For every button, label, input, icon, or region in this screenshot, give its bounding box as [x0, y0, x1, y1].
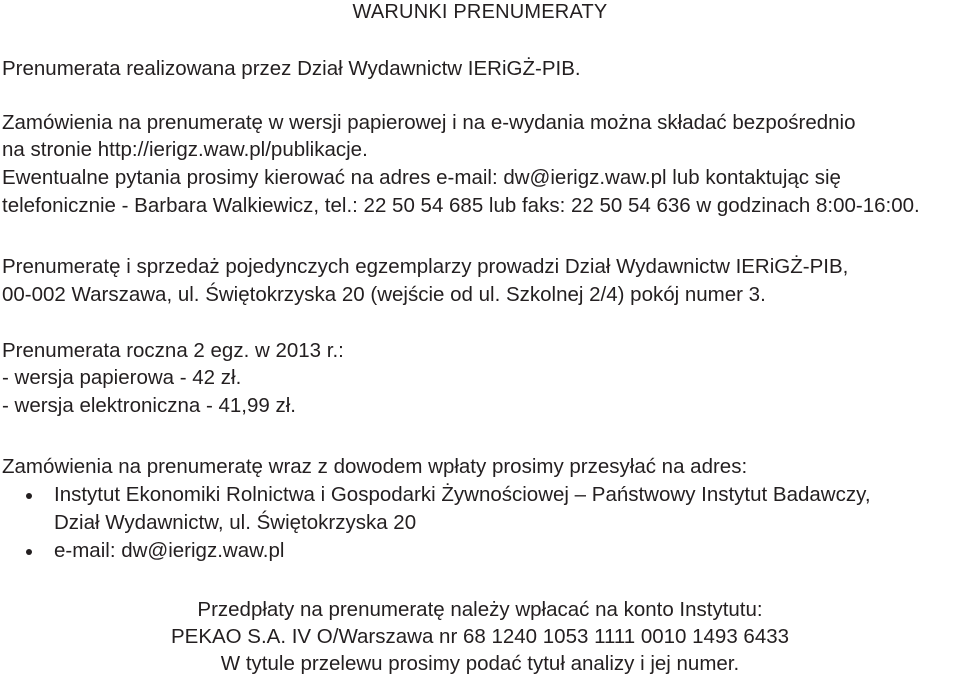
sales-line-1: Prenumeratę i sprzedaż pojedynczych egzemplarzy prowadzi Dział Wydawnictw IERiGŻ-PIB,	[2, 255, 849, 278]
mailing-email: e-mail: dw@ierigz.waw.pl	[54, 539, 285, 562]
payment-line-1: Przedpłaty na prenumeratę należy wpłacać na konto Instytutu:	[197, 598, 763, 621]
orders-line-4: telefonicznie - Barbara Walkiewicz, tel.: 22 50 54 685 lub faks: 22 50 54 636 w godzinach 8:00-16:00.	[2, 194, 920, 217]
orders-line-1: Zamówienia na prenumeratę w wersji papierowej i na e-wydania można składać bezpośrednio	[2, 111, 856, 134]
orders-line-3: Ewentualne pytania prosimy kierować na adres e-mail: dw@ierigz.waw.pl lub kontaktując się	[2, 166, 841, 189]
address-line-2: Dział Wydawnictw, ul. Świętokrzyska 20	[54, 511, 417, 534]
intro-text: Prenumerata realizowana przez Dział Wydawnictw IERiGŻ-PIB.	[2, 57, 581, 80]
bullet-icon	[26, 493, 32, 499]
orders-line-2: na stronie http://ierigz.waw.pl/publikacje.	[2, 138, 368, 161]
payment-line-3: W tytule przelewu prosimy podać tytuł analizy i jej numer.	[220, 652, 740, 675]
payment-account: PEKAO S.A. IV O/Warszawa nr 68 1240 1053 1111 0010 1493 6433	[170, 625, 790, 648]
bullet-icon	[26, 549, 32, 555]
address-line-1: Instytut Ekonomiki Rolnictwa i Gospodarki Żywnościowej – Państwowy Instytut Badawczy,	[54, 483, 871, 506]
mailing-heading: Zamówienia na prenumeratę wraz z dowodem wpłaty prosimy przesyłać na adres:	[2, 455, 748, 478]
sales-line-2: 00-002 Warszawa, ul. Świętokrzyska 20 (wejście od ul. Szkolnej 2/4) pokój numer 3.	[2, 283, 766, 306]
pricing-electronic: - wersja elektroniczna - 41,99 zł.	[2, 394, 296, 417]
pricing-paper: - wersja papierowa - 42 zł.	[2, 366, 242, 389]
pricing-heading: Prenumerata roczna 2 egz. w 2013 r.:	[2, 339, 344, 362]
page-title: WARUNKI PRENUMERATY	[352, 1, 608, 23]
